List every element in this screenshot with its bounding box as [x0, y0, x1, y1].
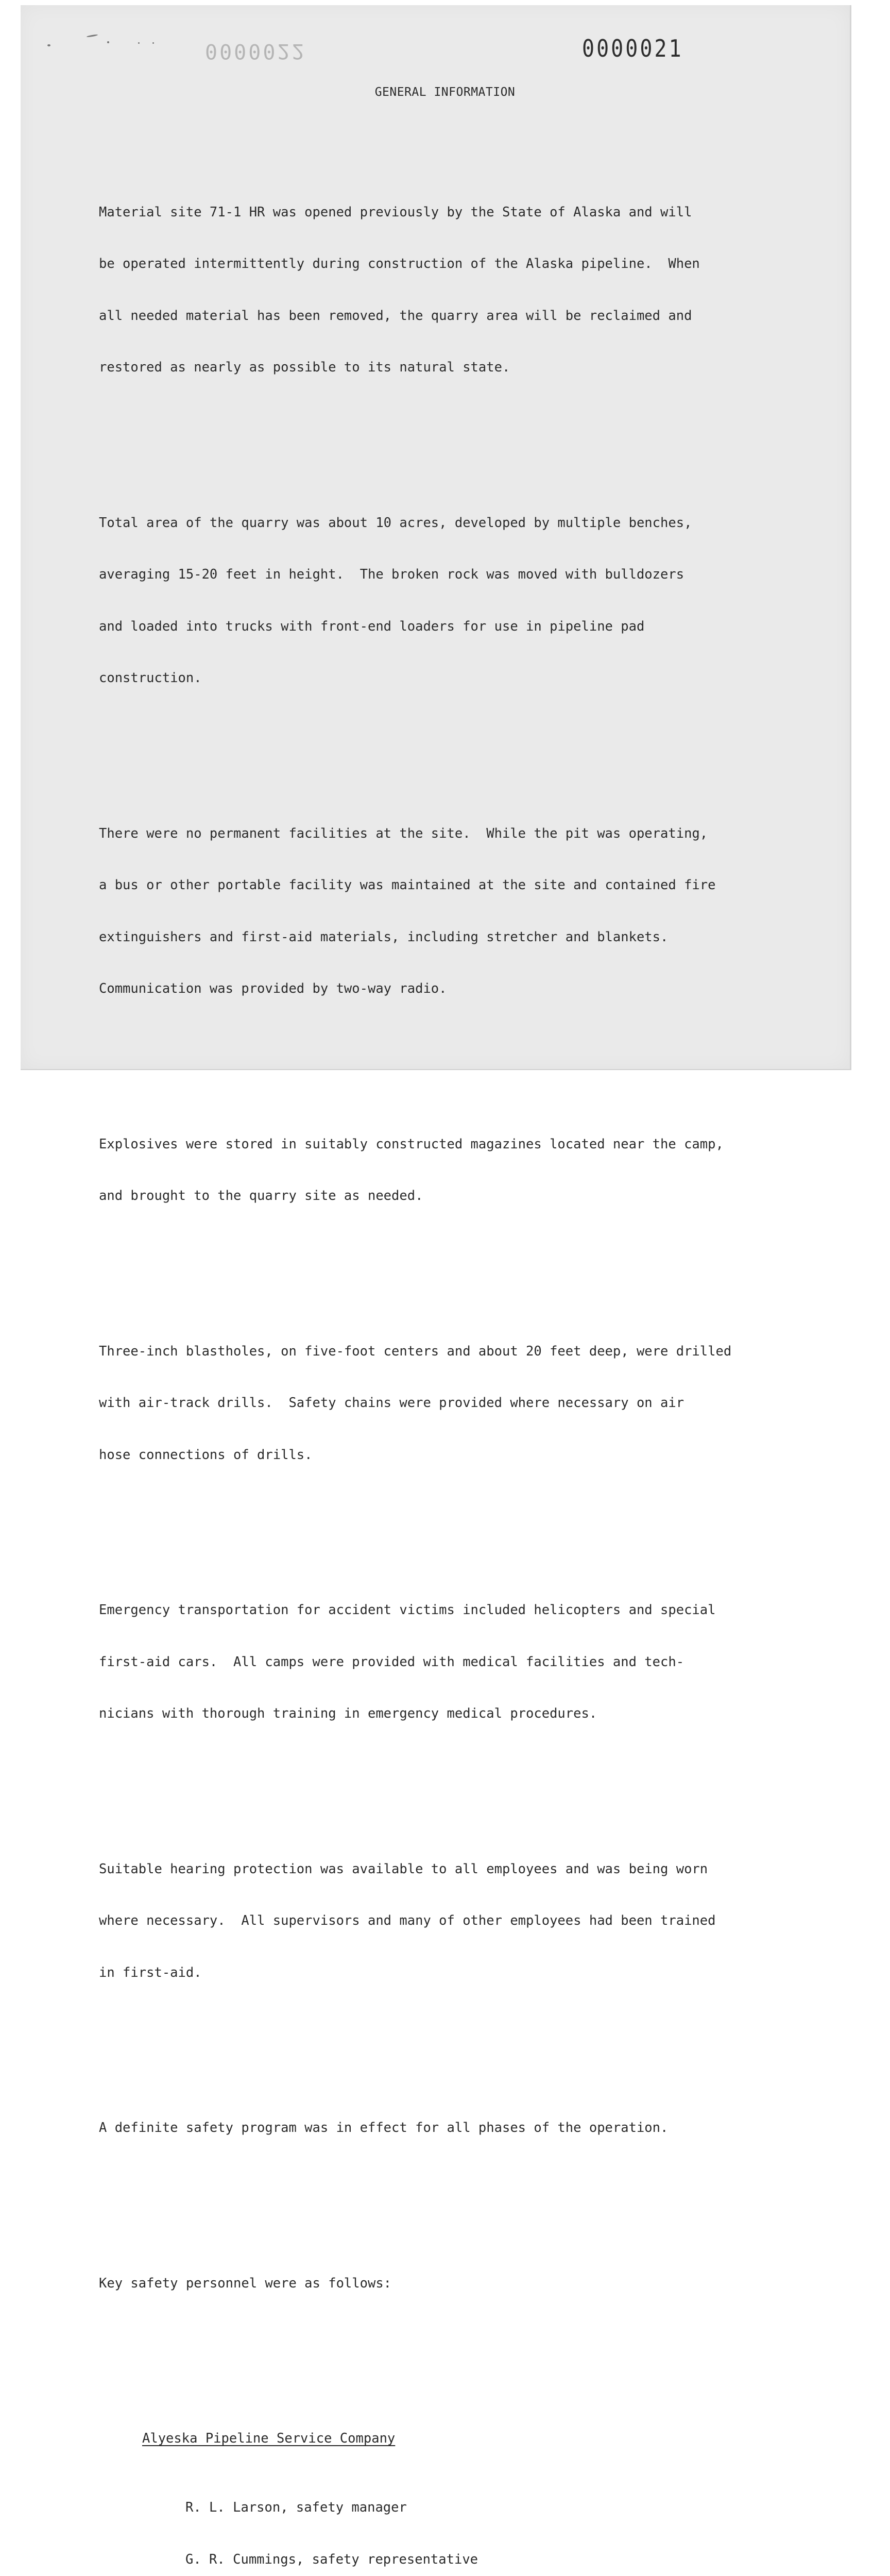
text-line: Communication was provided by two-way radio.: [99, 981, 447, 996]
text-line: first-aid cars. All camps were provided with medical facilities and tech-: [99, 1654, 684, 1670]
paragraph-safety-program: [99, 2085, 810, 2172]
paragraph-quarry-area: [99, 480, 810, 722]
text-line: averaging 15-20 feet in height. The broken rock was moved with bulldozers: [99, 567, 684, 582]
text-line: nicians with thorough training in emergency medical procedures.: [99, 1706, 597, 1721]
text-line: Key safety personnel were as follows:: [99, 2275, 392, 2291]
text-line: be operated intermittently during construction of the Alaska pipeline. When: [99, 256, 700, 272]
group-heading-row: [99, 2430, 810, 2448]
text-line: with air-track drills. Safety chains were provided where necessary on air: [99, 1395, 684, 1411]
paragraph-facilities: [99, 791, 810, 1032]
paragraph-general: [99, 170, 810, 411]
text-line: hose connections of drills.: [99, 1447, 313, 1463]
text-line: Material site 71-1 HR was opened previously by the State of Alaska and will: [99, 204, 692, 220]
text-line: where necessary. All supervisors and many of other employees had been trained: [99, 1913, 716, 1928]
scan-speck: [138, 42, 140, 44]
text-line: and loaded into trucks with front-end loaders for use in pipeline pad: [99, 618, 645, 634]
person-entry: R. L. Larson, safety manager: [185, 2500, 407, 2515]
text-line: and brought to the quarry site as needed.: [99, 1188, 423, 1204]
scan-speck: [47, 44, 50, 46]
paragraph-blastholes: [99, 1309, 810, 1499]
text-line: Explosives were stored in suitably constructed magazines located near the camp,: [99, 1136, 724, 1152]
paragraph-explosives: [99, 1101, 810, 1240]
paragraph-key-personnel: [99, 2241, 810, 2327]
paragraph-hearing: [99, 1826, 810, 2016]
text-line: a bus or other portable facility was maintained at the site and contained fire: [99, 877, 716, 893]
text-line: A definite safety program was in effect for all phases of the operation.: [99, 2120, 669, 2136]
paragraph-emergency: [99, 1567, 810, 1757]
group-heading: Alyeska Pipeline Service Company: [142, 2431, 396, 2446]
text-line: Three-inch blastholes, on five-foot centers and about 20 feet deep, were drilled: [99, 1343, 732, 1359]
bleed-through-page-number: 0000022: [205, 39, 306, 63]
text-line: construction.: [99, 670, 202, 686]
text-line: Suitable hearing protection was available to all employees and was being worn: [99, 1861, 708, 1877]
text-line: all needed material has been removed, the quarry area will be reclaimed and: [99, 308, 692, 324]
text-line: There were no permanent facilities at the site. While the pit was operating,: [99, 825, 708, 841]
document-body: [99, 117, 810, 2576]
text-line: extinguishers and first-aid materials, including stretcher and blankets.: [99, 929, 669, 945]
text-line: restored as nearly as possible to its natural state.: [99, 360, 510, 375]
person-entry: G. R. Cummings, safety representative: [185, 2551, 478, 2567]
text-line: Emergency transportation for accident victims included helicopters and special: [99, 1602, 716, 1618]
scan-speck: [152, 42, 154, 44]
page-title: GENERAL INFORMATION: [374, 86, 516, 99]
personnel-group-alyeska: [99, 2396, 810, 2576]
text-line: Total area of the quarry was about 10 acres, developed by multiple benches,: [99, 515, 692, 531]
text-line: in first-aid.: [99, 1964, 202, 1980]
scan-speck: [107, 41, 109, 43]
page-number: 0000021: [582, 35, 683, 63]
